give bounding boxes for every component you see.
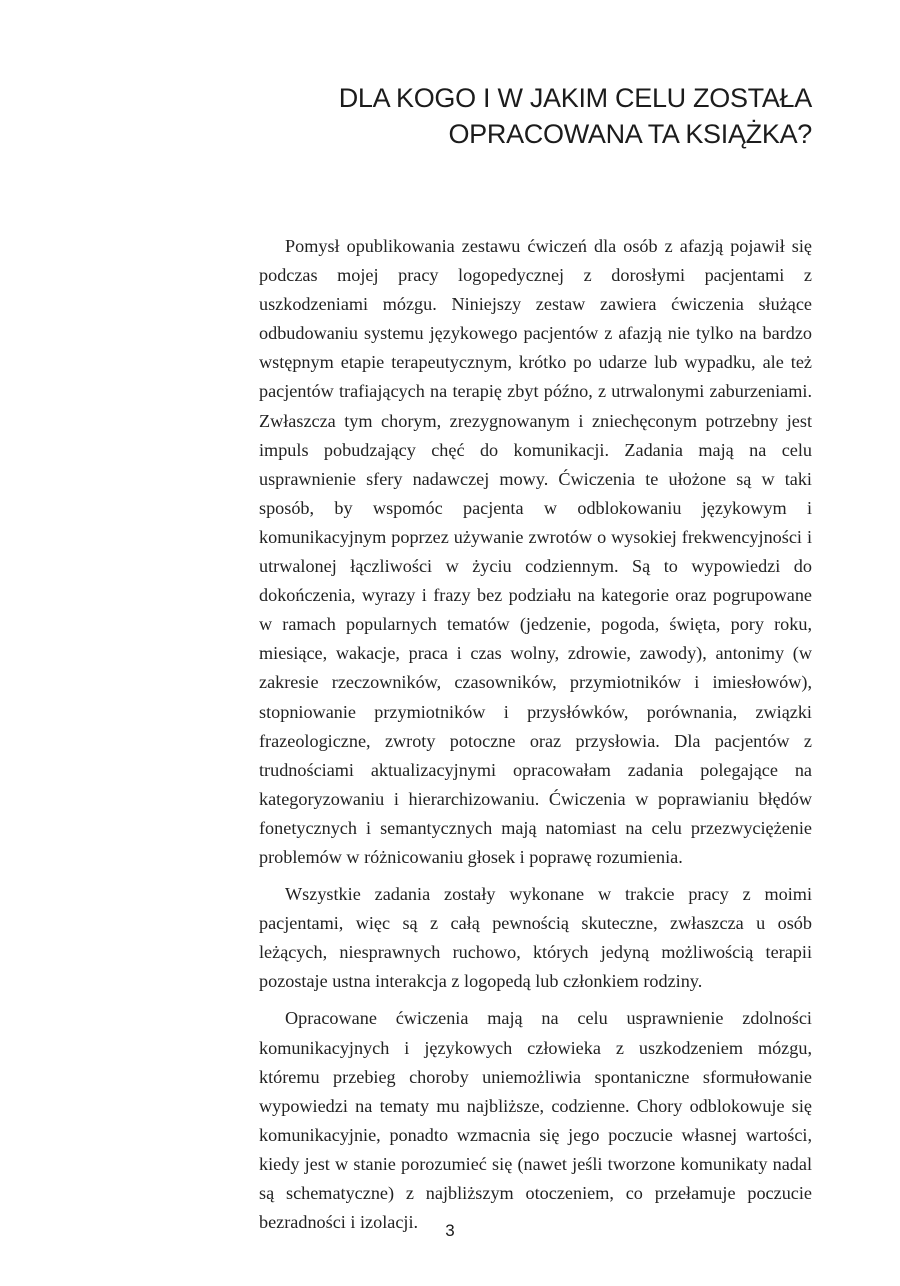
- chapter-heading: [252, 80, 812, 152]
- body-text: [259, 232, 812, 1245]
- chapter-heading-line-2: OPRACOWANA TA KSIĄŻKA?: [448, 119, 812, 149]
- page-number: 3: [445, 1221, 455, 1240]
- paragraph-1: Pomysł opublikowania zestawu ćwiczeń dla osób z afazją pojawił się podczas mojej pracy logopedycznej z dorosłymi pacjentami z uszkodzeniami mózgu. Niniejszy zestaw zawiera ćwiczenia służące odbudowaniu systemu językowego pacjentów z afazją nie tylko na bardzo wstępnym etapie terapeutycznym, krótko po udarze lub wypadku, ale też pacjentów trafiających na terapię zbyt późno, z utrwalonymi zaburzeniami. Zwłaszcza tym chorym, zrezygnowanym i zniechęconym potrzebny jest impuls pobudzający chęć do komunikacji. Zadania mają na celu usprawnienie sfery nadawczej mowy. Ćwiczenia te ułożone są w taki sposób, by wspomóc pacjenta w odblokowaniu językowym i komunikacyjnym poprzez używanie zwrotów o wysokiej frekwencyjności i utrwalonej łączliwości w życiu codziennym. Są to wypowiedzi do dokończenia, wyrazy i frazy bez podziału na kategorie oraz pogrupowane w ramach popularnych tematów (jedzenie, pogoda, święta, pory roku, miesiące, wakacje, praca i czas wolny, zdrowie, zawody), antonimy (w zakresie rzeczowników, czasowników, przymiotników i imiesłowów), stopniowanie przymiotników i przysłówków, porównania, związki frazeologiczne, zwroty potoczne oraz przysłowia. Dla pacjentów z trudnościami aktualizacyjnymi opracowałam zadania polegające na kategoryzowaniu i hierarchizowaniu. Ćwiczenia w poprawianiu błędów fonetycznych i semantycznych mają natomiast na celu przezwyciężenie problemów w różnicowaniu głosek i poprawę rozumienia.: [259, 236, 812, 867]
- paragraph-2: Wszystkie zadania zostały wykonane w trakcie pracy z moimi pacjentami, więc są z całą pewnością skuteczne, zwłaszcza u osób leżących, niesprawnych ruchowo, których jedyną możliwością terapii pozostaje ustna interakcja z logopedą lub członkiem rodziny.: [259, 884, 812, 992]
- paragraph-3: Opracowane ćwiczenia mają na celu usprawnienie zdolności komunikacyjnych i językowych człowieka z uszkodzeniem mózgu, któremu przebieg choroby uniemożliwia spontaniczne sformułowanie wypowiedzi na tematy mu najbliższe, codzienne. Chory odblokowuje się komunikacyjnie, ponadto wzmacnia się jego poczucie własnej wartości, kiedy jest w stanie porozumieć się (nawet jeśli tworzone komunikaty nadal są schematyczne) z najbliższym otoczeniem, co przełamuje poczucie bezradności i izolacji.: [259, 1008, 812, 1233]
- chapter-heading-line-1: DLA KOGO I W JAKIM CELU ZOSTAŁA: [338, 83, 812, 113]
